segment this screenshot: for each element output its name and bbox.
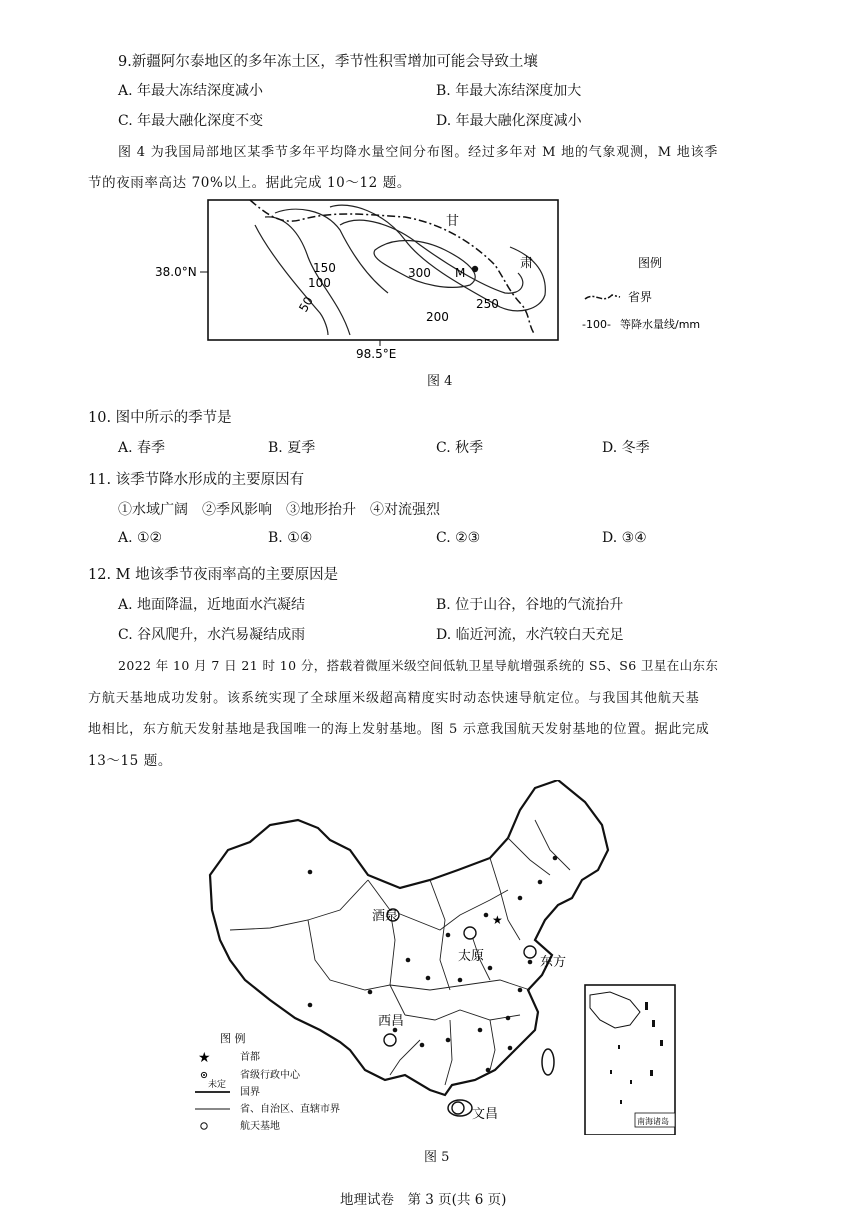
fig4-isohyet-map — [150, 195, 740, 370]
fig5-intro-line4: 13～15 题。 — [88, 753, 172, 769]
base-label-dongfang: 东方 — [540, 955, 567, 970]
fig4-legend-isohyet-sample: -100- — [582, 318, 611, 331]
fig5-legend-provincial-center: 省级行政中心 — [240, 1070, 300, 1081]
base-xichang-icon — [384, 1034, 396, 1046]
base-label-wenchang: 文昌 — [472, 1107, 499, 1122]
fig4-legend-boundary: 省界 — [628, 290, 653, 304]
q12-stem: 12. M 地该季节夜雨率高的主要原因是 — [88, 567, 339, 583]
q10-option-a: A. 春季 — [118, 440, 166, 456]
fig4-caption: 图 4 — [427, 374, 453, 389]
q9-option-a: A. 年最大冻结深度减小 — [118, 83, 264, 99]
fig5-legend-capital: 首都 — [240, 1052, 260, 1063]
base-taiyuan-icon — [464, 927, 476, 939]
isohyet-label-50: 50 — [296, 294, 316, 315]
fig5-intro-line3: 地相比，东方航天发射基地是我国唯一的海上发射基地。图 5 示意我国航天发射基地的位置。据此完成 — [88, 722, 710, 737]
isohyet-label-200: 200 — [426, 310, 449, 324]
q10-option-c: C. 秋季 — [436, 440, 484, 456]
q11-option-b: B. ①④ — [268, 530, 313, 546]
taiwan-island — [542, 1049, 554, 1075]
q12-option-b: B. 位于山谷，谷地的气流抬升 — [436, 597, 624, 613]
point-m — [472, 266, 478, 272]
fig5-china-map — [190, 780, 710, 1135]
q10-stem: 10. 图中所示的季节是 — [88, 410, 232, 426]
q9-stem: 9.新疆阿尔泰地区的多年冻土区，季节性积雪增加可能会导致土壤 — [118, 54, 538, 70]
fig5-legend-province-boundary: 省、自治区、直辖市界 — [240, 1104, 340, 1115]
fig5-intro-line1: 2022 年 10 月 7 日 21 时 10 分，搭载着微厘米级空间低轨卫星导航增强系统的 S5、S6 卫星在山东东 — [118, 658, 719, 673]
q11-items: ①水域广阔 ②季风影响 ③地形抬升 ④对流强烈 — [118, 502, 440, 518]
q10-option-b: B. 夏季 — [268, 440, 316, 456]
fig5-legend-launch-base: 航天基地 — [240, 1121, 280, 1132]
q10-option-d: D. 冬季 — [602, 440, 650, 456]
fig5-intro-line2: 方航天基地成功发射。该系统实现了全球厘米级超高精度实时动态快速导航定位。与我国其他航天基 — [88, 691, 700, 706]
fig4-frame — [208, 200, 558, 340]
capital-star-icon: ★ — [492, 913, 503, 927]
fig5-legend-national-boundary: 国界 — [240, 1087, 260, 1098]
base-wenchang-icon — [452, 1102, 464, 1114]
south-china-sea-inset — [585, 985, 675, 1135]
q9-option-c: C. 年最大融化深度不变 — [118, 113, 264, 129]
base-label-taiyuan: 太原 — [458, 949, 485, 964]
isohyet-label-250: 250 — [476, 297, 499, 311]
fig5-legend-title: 图 例 — [220, 1032, 246, 1045]
isohyet-label-150: 150 — [313, 261, 336, 275]
fig5-caption: 图 5 — [424, 1150, 450, 1165]
q9-option-d: D. 年最大融化深度减小 — [436, 113, 582, 129]
fig4-legend-isohyet: 等降水量线/mm — [620, 318, 701, 331]
isohyet-label-100: 100 — [308, 276, 331, 290]
fig4-longitude-label: 98.5°E — [356, 347, 397, 361]
fig4-intro-line1: 图 4 为我国局部地区某季节多年平均降水量空间分布图。经过多年对 M 地的气象观测，M 地该季 — [118, 145, 719, 160]
base-label-jiuquan: 酒泉 — [372, 909, 399, 924]
q11-option-c: C. ②③ — [436, 530, 481, 546]
legend-capital-star-icon: ★ — [198, 1050, 211, 1066]
page-footer: 地理试卷 第 3 页(共 6 页) — [340, 1192, 507, 1208]
province-char-su: 肃 — [520, 256, 534, 271]
base-dongfang-icon — [524, 946, 536, 958]
china-national-boundary — [210, 780, 608, 1095]
isohyet-250 — [340, 220, 523, 293]
fig4-legend-title: 图例 — [638, 256, 663, 270]
province-char-gan: 甘 — [446, 214, 460, 229]
q12-option-c: C. 谷风爬升，水汽易凝结成雨 — [118, 627, 306, 643]
isohyet-300 — [374, 241, 475, 288]
q11-stem: 11. 该季节降水形成的主要原因有 — [88, 472, 305, 488]
q9-option-b: B. 年最大冻结深度加大 — [436, 83, 582, 99]
fig5-legend-undetermined: 未定 — [208, 1080, 227, 1090]
q11-option-d: D. ③④ — [602, 530, 647, 546]
q11-option-a: A. ①② — [118, 530, 163, 546]
province-boundary — [250, 200, 535, 335]
q12-option-d: D. 临近河流，水汽较白天充足 — [436, 627, 624, 643]
q12-option-a: A. 地面降温，近地面水汽凝结 — [118, 597, 306, 613]
fig4-latitude-label: 38.0°N — [155, 265, 197, 279]
base-label-xichang: 西昌 — [378, 1014, 405, 1029]
isohyet-label-300: 300 — [408, 266, 431, 280]
legend-boundary-symbol — [585, 295, 620, 299]
fig4-intro-line2: 节的夜雨率高达 70%以上。据此完成 10～12 题。 — [88, 175, 411, 191]
point-m-label: M — [455, 266, 466, 280]
inset-label: 南海诸岛 — [637, 1117, 669, 1126]
